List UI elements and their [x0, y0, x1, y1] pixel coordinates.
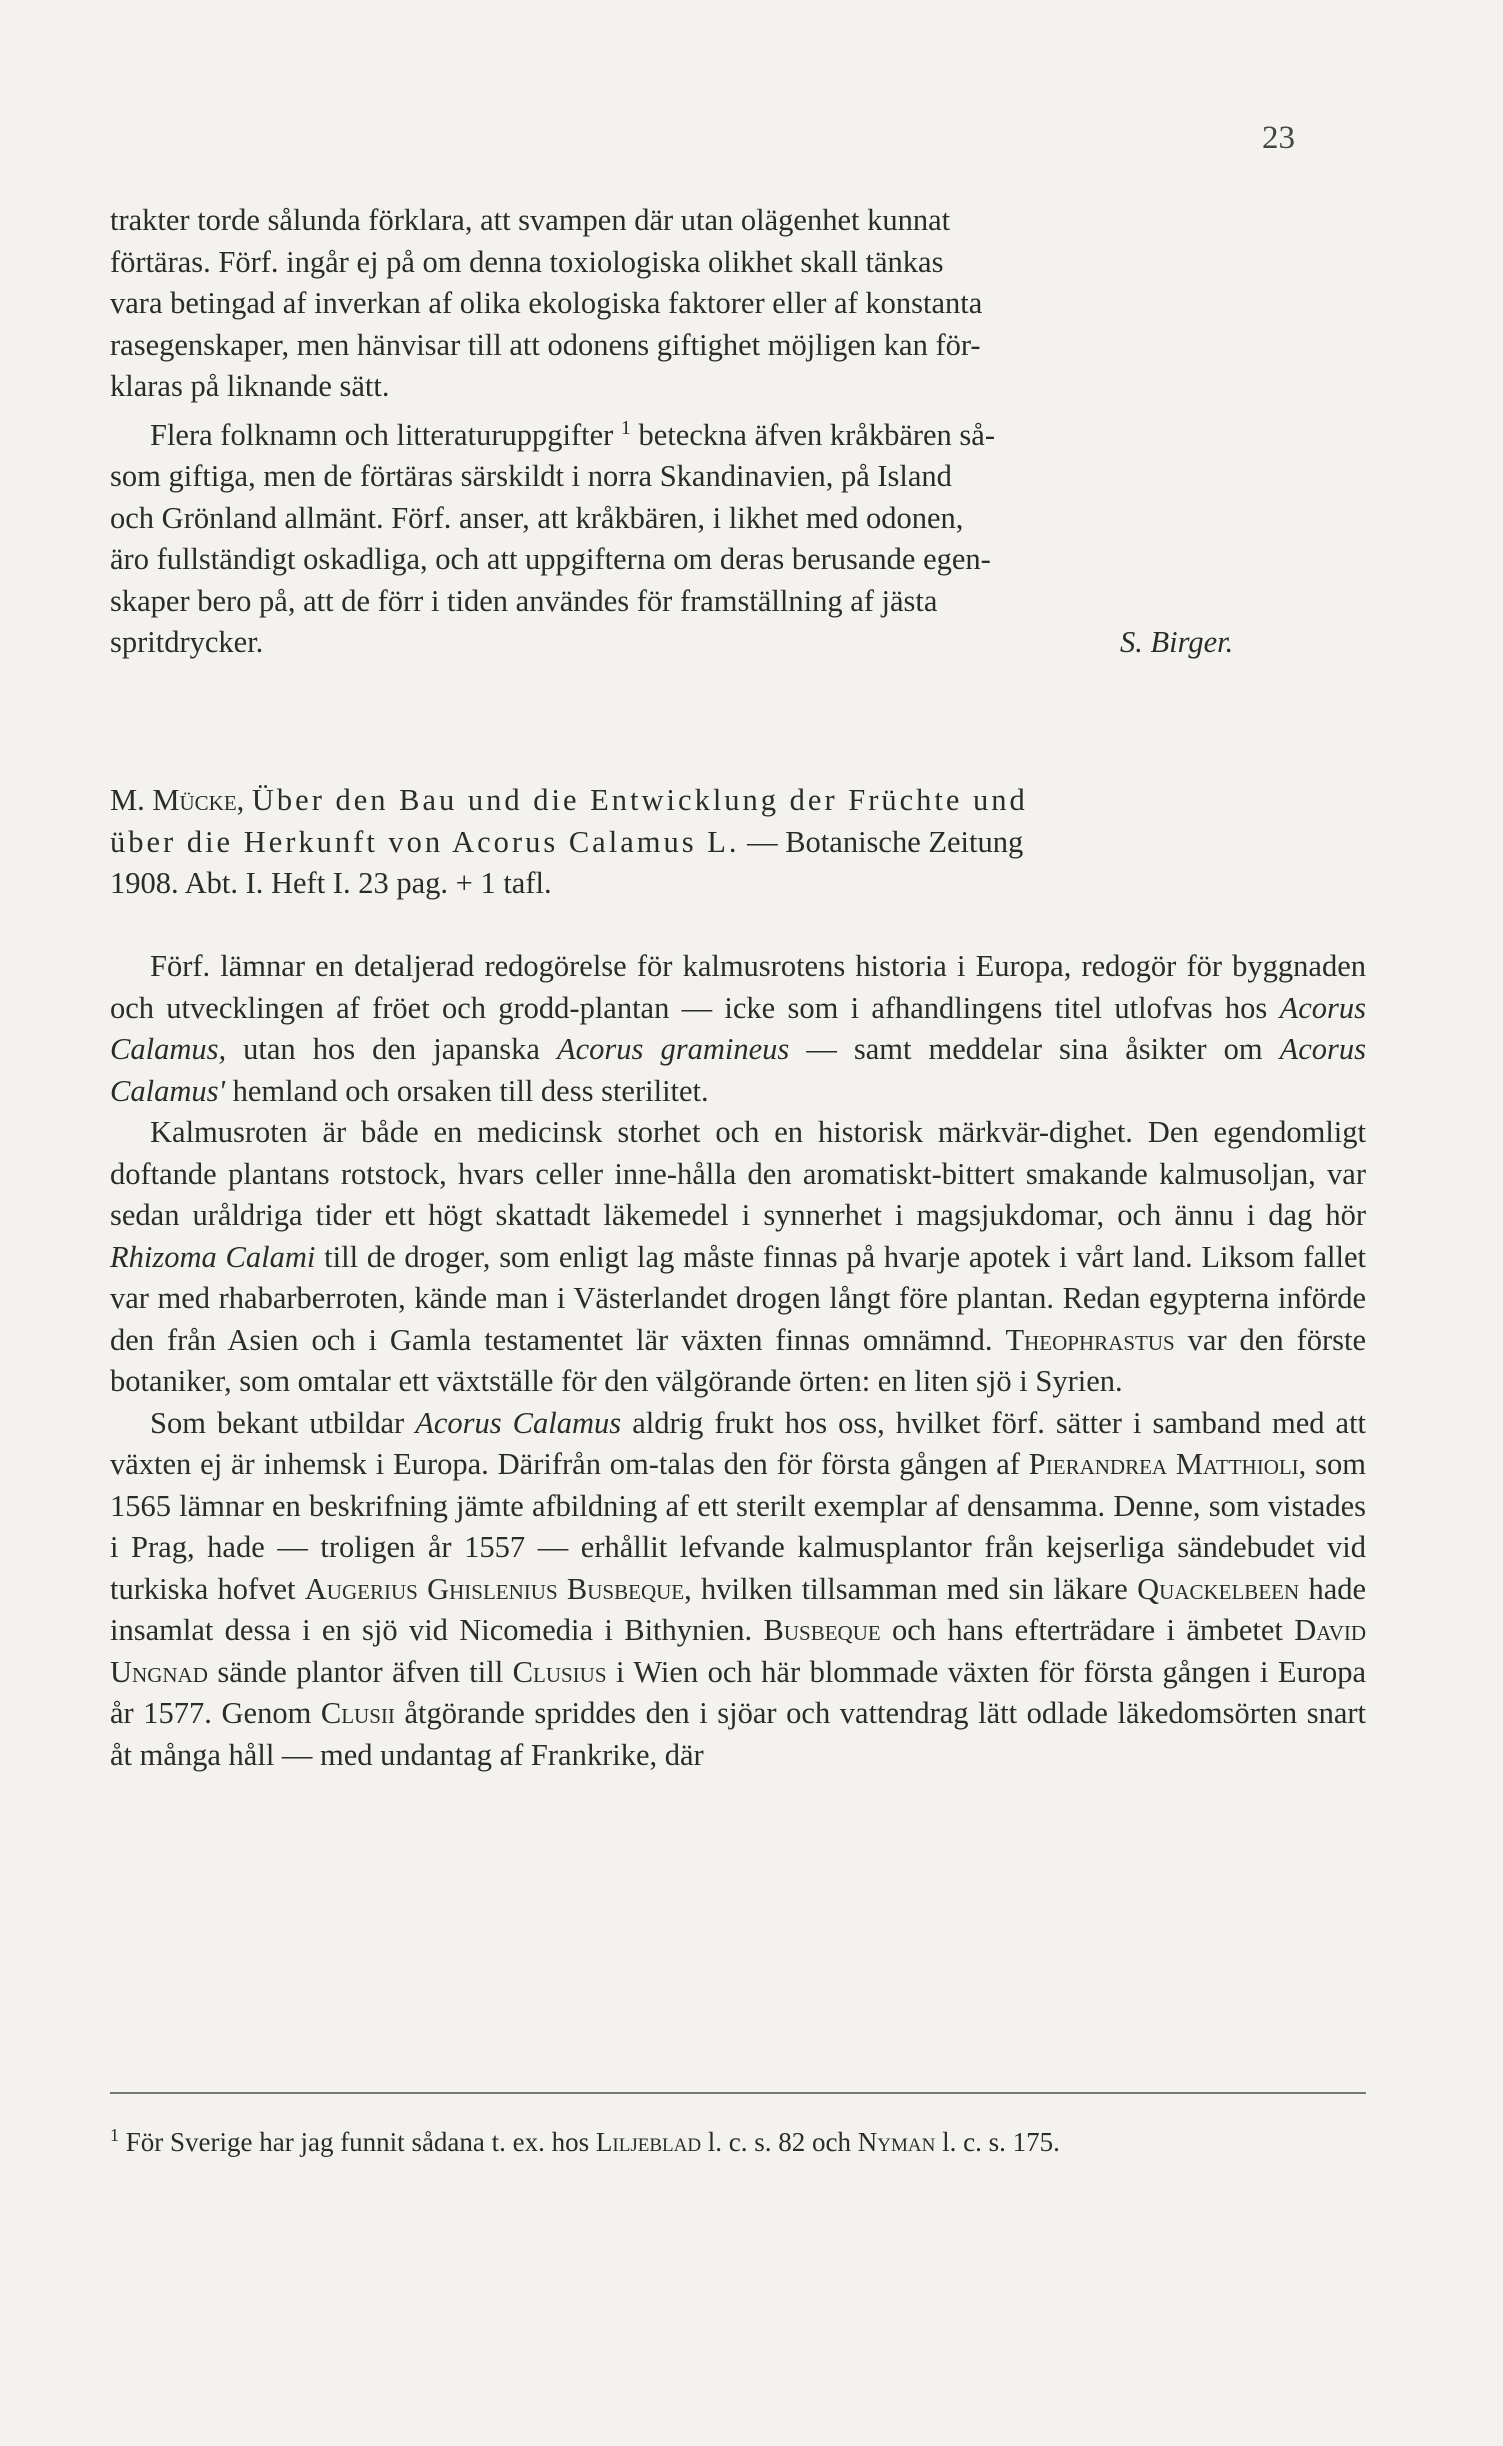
person-name: Nyman: [857, 2127, 936, 2157]
drug-name: Rhizoma Calami: [110, 1239, 316, 1274]
text-span: l. c. s. 82 och: [707, 2127, 852, 2157]
text-span: — samt meddelar sina åsikter om: [806, 1032, 1263, 1066]
species-name: Acorus Calamus,: [110, 990, 1367, 1066]
review-2-header: [110, 780, 1366, 905]
header-line: 1908. Abt. I. Heft I. 23 pag. + 1 tafl.: [110, 866, 552, 900]
author-name: M. Mücke,: [110, 783, 245, 817]
text-span: Flera folknamn och litteraturuppgifter: [150, 417, 614, 452]
header-line: [110, 822, 1366, 864]
species-name: Acorus Calamus: [415, 1405, 622, 1440]
footnote-reference: 1: [620, 416, 631, 439]
footnote: [110, 2118, 1366, 2160]
paragraph: [110, 946, 1366, 1112]
text-span: och hans efterträdare i ämbetet: [892, 1613, 1283, 1647]
text-line: klaras på liknande sätt.: [110, 369, 390, 403]
text-span: beteckna äfven kråkbären så-: [638, 417, 995, 452]
text-span: hade insamlat dessa i en sjö vid Nicomedia i Bithynien.: [110, 1571, 1367, 1647]
person-name: Theophrastus: [1005, 1322, 1175, 1357]
title-span: Über den Bau und die Entwicklung der Früchte und: [251, 783, 1028, 817]
species-name: Acorus Calamus': [110, 1032, 1367, 1108]
text-span: sände plantor äfven till: [217, 1654, 504, 1689]
text-line: som giftiga, men de förtäras särskildt i norra Skandinavien, på Island: [110, 459, 952, 494]
text-line: spritdrycker.: [110, 625, 264, 660]
text-span: i Wien och här blommade växten för första gången i Europa år 1577. Genom: [110, 1654, 1367, 1730]
text-span: var den förste botaniker, som omtalar ett växtställe för den välgörande örten: en liten sjö i Syrien.: [110, 1322, 1367, 1398]
text-span: l. c. s. 175.: [942, 2127, 1060, 2157]
person-name: Liljeblad: [595, 2127, 702, 2157]
person-name: Augerius Ghislenius Busbeque,: [304, 1571, 692, 1606]
text-span: För Sverige har jag funnit sådana t. ex. hos: [125, 2127, 590, 2157]
text-line: trakter torde sålunda förklara, att svampen där utan olägenhet kunnat: [110, 203, 951, 237]
review-signature: S. Birger.: [1120, 625, 1234, 659]
title-span: über die Herkunft von Acorus Calamus L.: [110, 824, 740, 859]
person-name: Clusii: [320, 1696, 395, 1730]
header-line: [110, 780, 1366, 822]
footnote-mark: 1: [110, 2125, 119, 2145]
text-span: aldrig frukt hos oss, hvilket förf. sätter i samband med att växten ej är inhemsk i Europa. Därifrån om-talas den för första gången af: [110, 1405, 1367, 1481]
species-name: Acorus gramineus: [557, 1032, 790, 1066]
person-name: Quackelbeen: [1137, 1571, 1300, 1606]
source-span: — Botanische Zeitung: [747, 824, 1024, 859]
person-name: Clusius: [512, 1654, 607, 1689]
text-span: Som bekant utbildar: [150, 1405, 405, 1440]
text-span: åtgörande spriddes den i sjöar och vattendrag lätt odlade läkedomsörten snart åt många håll — med undantag af Frankrike, där: [110, 1696, 1366, 1772]
text-line: förtäras. Förf. ingår ej på om denna toxiologiska olikhet skall tänkas: [110, 244, 944, 279]
text-line: [110, 408, 1366, 457]
text-line: och Grönland allmänt. Förf. anser, att kråkbären, i likhet med odonen,: [110, 500, 964, 535]
paragraph: [110, 1112, 1366, 1403]
person-name: Pierandrea Matthioli,: [1028, 1447, 1307, 1481]
text-span: som 1565 lämnar en beskrifning jämte afbildning af ett sterilt exemplar af densamma. Denne, som vistades i Prag, hade — troligen år 1557 — erhållit lefvande kalmusplantor från kejserliga sändebudet vid turkiska hofvet: [110, 1447, 1367, 1606]
footnote-divider: [110, 2092, 1366, 2094]
text-span: hemland och orsaken till dess sterilitet.: [232, 1073, 709, 1108]
page-number: 23: [1262, 120, 1295, 156]
paragraph: [110, 1403, 1366, 1777]
review-2-body: [110, 946, 1366, 1776]
text-span: hvilken tillsamman med sin läkare: [701, 1571, 1128, 1606]
text-span: Förf. lämnar en detaljerad redogörelse för kalmusrotens historia i Europa, redogör för byggnaden och utvecklingen af fröet och grodd-plantan — icke som i afhandlingens titel utlofvas hos: [110, 949, 1366, 1025]
text-line: vara betingad af inverkan af olika ekologiska faktorer eller af konstanta: [110, 286, 983, 320]
person-name: Busbeque: [763, 1613, 881, 1647]
text-line: äro fullständigt oskadliga, och att uppgifterna om deras berusande egen-: [110, 542, 991, 577]
text-line: skaper bero på, att de förr i tiden användes för framställning af jästa: [110, 583, 938, 618]
review-1-text: [110, 200, 1366, 664]
text-span: Kalmusroten är både en medicinsk storhet och en historisk märkvär-dighet. Den egendomligt doftande plantans rotstock, hvars celler inne-hålla den aromatiskt-bittert smakande kalmusoljan, var sedan uråldriga tider ett högt skattadt läkemedel i synnerhet i magsjukdomar, och ännu i dag hör: [110, 1115, 1366, 1232]
text-span: till de droger, som enligt lag måste finnas på hvarje apotek i vårt land. Liksom fallet var med rhabarberroten, kände man i Västerlandet drogen långt före plantan. Redan egypterna införde den från Asien och i Gamla testamentet lär växten finnas omnämnd.: [110, 1239, 1367, 1357]
person-name: David Ungnad: [110, 1613, 1367, 1689]
text-span: utan hos den japanska: [243, 1032, 540, 1066]
text-line: rasegenskaper, men hänvisar till att odonens giftighet möjligen kan för-: [110, 327, 981, 362]
